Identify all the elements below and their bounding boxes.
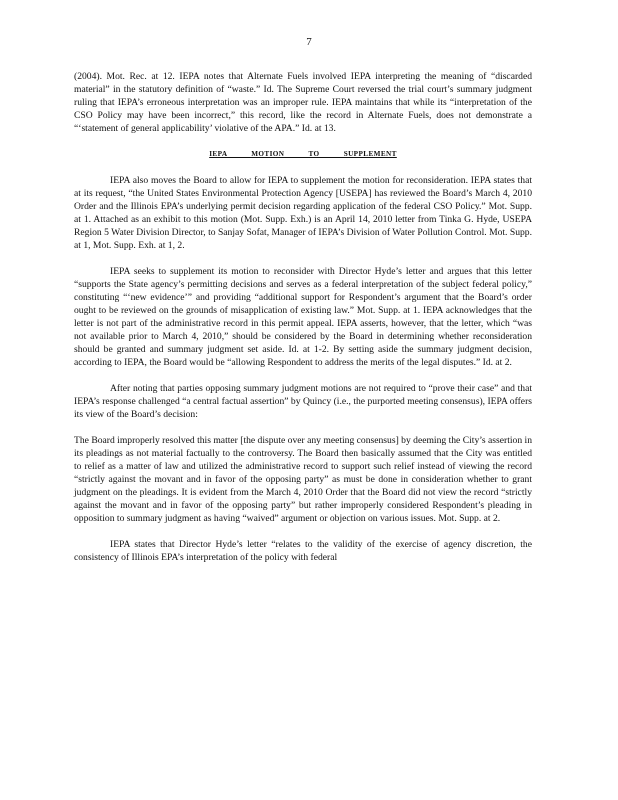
spacer [74, 369, 532, 382]
spacer [74, 525, 532, 538]
paragraph-agency-discretion: IEPA states that Director Hyde’s letter “relates to the validity of the exercise of agency discretion, the consistency of Illinois EPA’s interpretation of the policy with federal [74, 539, 532, 563]
spacer [74, 135, 532, 148]
paragraph-motion-to-supplement: IEPA also moves the Board to allow for IEPA to supplement the motion for reconsideration. IEPA states that at its request, “the United States Environmental Protection Agency [USEPA] has reviewed the Board’s March 4, 2010 Order and the Illinois EPA’s underlying permit decision regarding application of the federal CSO Policy.” Mot. Supp. at 1. Attached as an exhibit to this motion (Mot. Supp. Exh.) is an April 14, 2010 letter from Tinka G. Hyde, USEPA Region 5 Water Division Director, to Sanjay Sofat, Manager of IEPA’s Division of Water Pollution Control. Mot. Supp. at 1, Mot. Supp. Exh. at 1, 2. [74, 175, 532, 251]
paragraph-alternate-fuels: (2004). Mot. Rec. at 12. IEPA notes that Alternate Fuels involved IEPA interpreting the meaning of “discarded material” in the statutory definition of “waste.” Id. The Supreme Court reversed the trial court’s summary judgment ruling that IEPA’s erroneous interpretation was an improper rule. IEPA maintains that while its “interpretation of the CSO Policy may have been incorrect,” this record, like the record in Alternate Fuels, does not demonstrate a “‘statement of general applicability’ violative of the APA.” Id. at 13. [74, 71, 532, 134]
paragraph-summary-judgment: After noting that parties opposing summary judgment motions are not required to “prove their case” and that IEPA’s response challenged “a central factual assertion” by Quincy (i.e., the purported meeting consensus), IEPA offers its view of the Board’s decision: [74, 383, 532, 420]
page-number: 7 [306, 36, 312, 48]
paragraph-hyde-letter: IEPA seeks to supplement its motion to reconsider with Director Hyde’s letter and argues that this letter “supports the State agency’s permitting decisions and serves as a federal interpretation of the subject federal policy,” constituting “‘new evidence’” and providing “additional support for Respondent’s argument that the Board’s order ought to be reviewed on the grounds of misapplication of existing law.” Mot. Supp. at 1. IEPA acknowledges that the letter is not part of the administrative record in this permit appeal. IEPA asserts, however, that the letter, which “was not available prior to March 4, 2010,” should be considered by the Board in determining whether reconsideration should be granted and summary judgment set aside. Id. at 1-2. By setting aside the summary judgment decision, according to IEPA, the Board would be “allowing Respondent to address the merits of the legal disputes.” Id. at 2. [74, 266, 532, 368]
section-heading: IEPA MOTION TO SUPPLEMENT [209, 150, 397, 158]
spacer [74, 161, 532, 174]
block-quote: The Board improperly resolved this matter [the dispute over any meeting consensus] by deeming the City’s assertion in its pleadings as not material factually to the controversy. The Board then basically assumed that the City was entitled to relief as a matter of law and utilized the administrative record to support such relief instead of viewing the record “strictly against the movant and in favor of the opposing party” as must be done in consideration whether to grant judgment on the pleadings. It is evident from the March 4, 2010 Order that the Board did not view the record “strictly against the movant and in favor of the opposing party” but rather improperly considered Respondent’s pleading in opposition to summary judgment as having “waived” argument or objection on various issues. Mot. Supp. at 2. [74, 435, 532, 524]
document-body [74, 70, 532, 564]
spacer [74, 421, 532, 434]
spacer [74, 252, 532, 265]
